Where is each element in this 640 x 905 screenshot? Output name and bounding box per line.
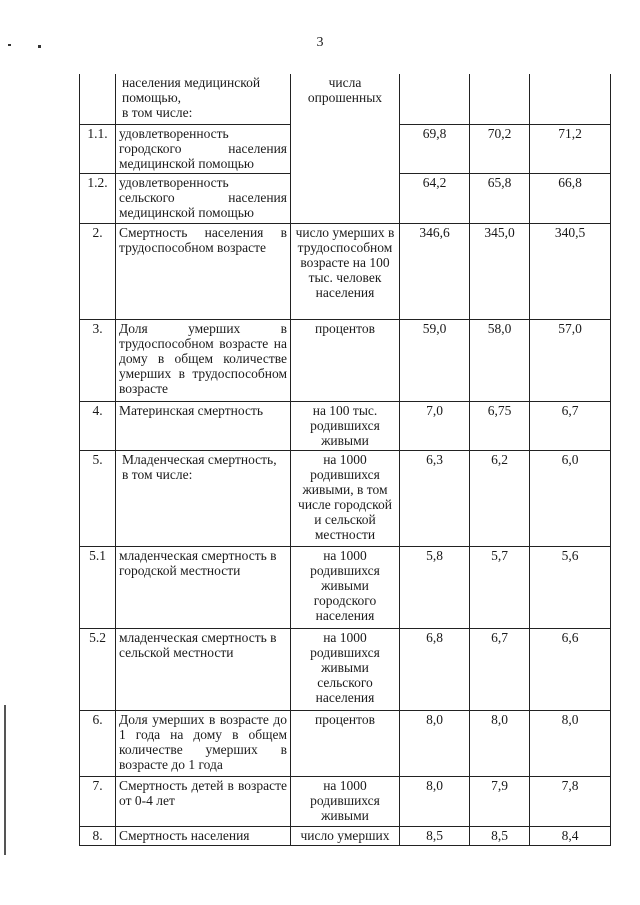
row-value-3: 340,5 xyxy=(530,223,611,319)
table-row xyxy=(80,826,611,845)
table-row xyxy=(80,628,611,710)
row-value-1: 7,0 xyxy=(400,401,470,450)
row-unit: на 1000 родившихся живыми, в том числе городской и сельской местности xyxy=(291,450,400,546)
row-number: 8. xyxy=(80,826,116,845)
row-value-1: 346,6 xyxy=(400,223,470,319)
page-number: 3 xyxy=(316,35,324,50)
row-indicator: Материнская смертность xyxy=(116,401,291,450)
row-value-1: 6,3 xyxy=(400,450,470,546)
row-value-3: 5,6 xyxy=(530,546,611,628)
table-row xyxy=(80,710,611,776)
row-indicator: населения медицинской помощью, в том числе: xyxy=(116,74,291,124)
row-indicator: Смертность детей в возрасте от 0-4 лет xyxy=(116,776,291,826)
row-unit: на 100 тыс. родившихся живыми xyxy=(291,401,400,450)
row-unit: на 1000 родившихся живыми городского населения xyxy=(291,546,400,628)
row-value-2: 6,2 xyxy=(470,450,530,546)
table-row xyxy=(80,776,611,826)
row-number xyxy=(80,74,116,124)
row-value-2: 70,2 xyxy=(470,124,530,173)
row-unit: процентов xyxy=(291,319,400,401)
row-value-3: 8,4 xyxy=(530,826,611,845)
row-unit xyxy=(291,173,400,223)
row-number: 2. xyxy=(80,223,116,319)
row-value-2: 8,5 xyxy=(470,826,530,845)
row-number: 3. xyxy=(80,319,116,401)
row-value-2: 6,75 xyxy=(470,401,530,450)
row-number: 5.2 xyxy=(80,628,116,710)
table-row xyxy=(80,319,611,401)
row-indicator: Младенческая смертность, в том числе: xyxy=(116,450,291,546)
row-value-1: 8,0 xyxy=(400,776,470,826)
row-indicator: Смертность населения xyxy=(116,826,291,845)
row-value-1: 59,0 xyxy=(400,319,470,401)
row-number: 6. xyxy=(80,710,116,776)
scan-artifact xyxy=(38,45,41,48)
row-number: 1.2. xyxy=(80,173,116,223)
table-row xyxy=(80,401,611,450)
row-indicator: Доля умерших в трудоспособном возрасте на дому в общем количестве умерших в трудоспособном возрасте xyxy=(116,319,291,401)
row-value-1: 69,8 xyxy=(400,124,470,173)
row-value-3: 6,0 xyxy=(530,450,611,546)
row-value-2: 345,0 xyxy=(470,223,530,319)
row-value-2: 5,7 xyxy=(470,546,530,628)
row-value-3: 6,7 xyxy=(530,401,611,450)
row-value-1 xyxy=(400,74,470,124)
row-value-3 xyxy=(530,74,611,124)
row-value-2: 6,7 xyxy=(470,628,530,710)
row-number: 5.1 xyxy=(80,546,116,628)
table-row xyxy=(80,173,611,223)
row-value-3: 57,0 xyxy=(530,319,611,401)
row-value-1: 64,2 xyxy=(400,173,470,223)
row-value-3: 66,8 xyxy=(530,173,611,223)
scan-artifact xyxy=(8,44,11,46)
table-row xyxy=(80,74,611,124)
row-value-1: 8,5 xyxy=(400,826,470,845)
row-value-3: 8,0 xyxy=(530,710,611,776)
row-indicator: младенческая смертность в сельской местности xyxy=(116,628,291,710)
row-indicator: младенческая смертность в городской местности xyxy=(116,546,291,628)
row-value-3: 71,2 xyxy=(530,124,611,173)
row-unit: на 1000 родившихся живыми xyxy=(291,776,400,826)
row-indicator: Смертность населения в трудоспособном возрасте xyxy=(116,223,291,319)
row-number: 4. xyxy=(80,401,116,450)
row-unit: на 1000 родившихся живыми сельского населения xyxy=(291,628,400,710)
scan-artifact xyxy=(4,705,6,855)
table-row xyxy=(80,124,611,173)
row-unit: числа опрошенных xyxy=(291,74,400,124)
row-value-3: 6,6 xyxy=(530,628,611,710)
row-indicator: Доля умерших в возрасте до 1 года на дому в общем количестве умерших в возрасте до 1 года xyxy=(116,710,291,776)
row-value-2: 7,9 xyxy=(470,776,530,826)
table-row xyxy=(80,546,611,628)
row-value-2: 65,8 xyxy=(470,173,530,223)
row-value-1: 8,0 xyxy=(400,710,470,776)
row-number: 7. xyxy=(80,776,116,826)
row-unit: число умерших xyxy=(291,826,400,845)
table-row xyxy=(80,450,611,546)
row-number: 1.1. xyxy=(80,124,116,173)
table-row xyxy=(80,223,611,319)
row-unit xyxy=(291,124,400,173)
row-unit: число умерших в трудоспособном возрасте на 100 тыс. человек населения xyxy=(291,223,400,319)
row-value-1: 6,8 xyxy=(400,628,470,710)
row-indicator: удовлетворенность сельского населения медицинской помощью xyxy=(116,173,291,223)
row-value-2: 58,0 xyxy=(470,319,530,401)
row-value-3: 7,8 xyxy=(530,776,611,826)
row-value-1: 5,8 xyxy=(400,546,470,628)
row-value-2 xyxy=(470,74,530,124)
row-unit: процентов xyxy=(291,710,400,776)
indicators-table xyxy=(79,74,611,846)
row-number: 5. xyxy=(80,450,116,546)
row-value-2: 8,0 xyxy=(470,710,530,776)
row-indicator: удовлетворенность городского населения медицинской помощью xyxy=(116,124,291,173)
